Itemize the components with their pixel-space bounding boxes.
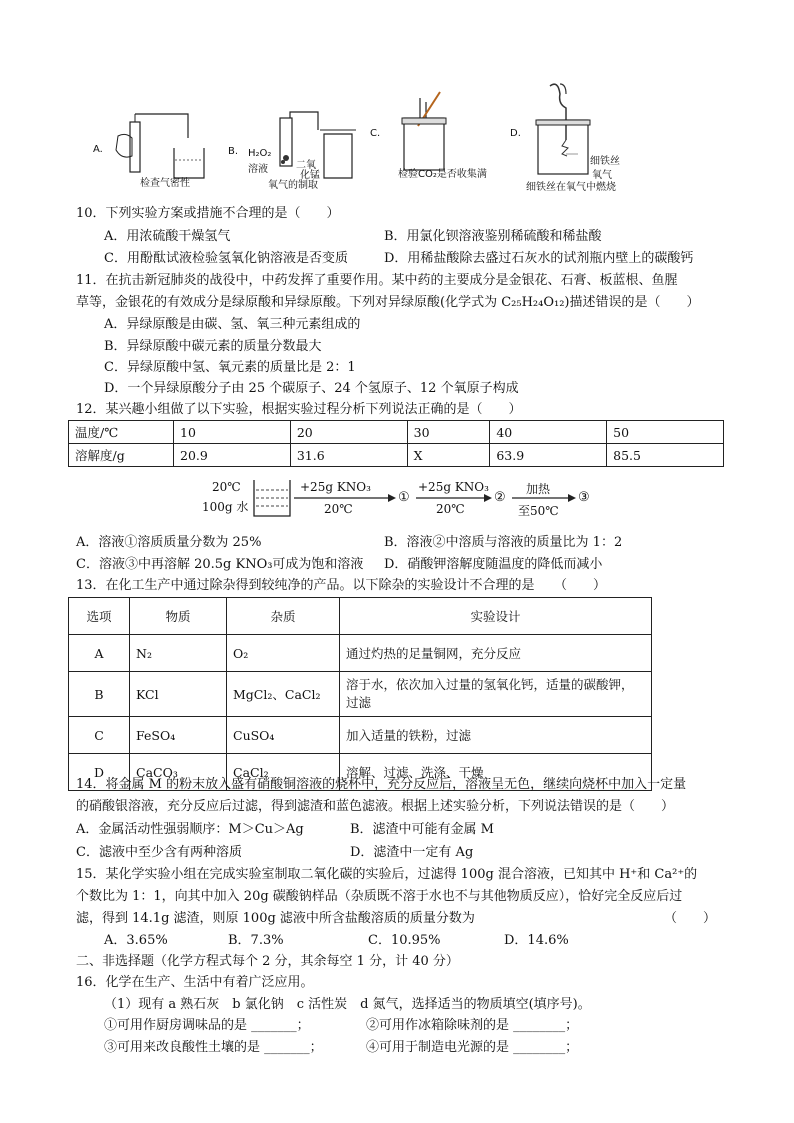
q16-blank-1[interactable]: ①可用作厨房调味品的是 _______； [104, 1018, 310, 1033]
figure-c-co2 [368, 88, 498, 188]
q14-option-b: B．滤渣中可能有金属 M [350, 822, 494, 837]
q15-stem-line3: 滤，得到 14.1g 滤渣，则原 100g 滤液中所含盐酸溶质的质量分数为 [76, 911, 475, 926]
figure-b-oxygen [228, 108, 358, 191]
q15-option-b: B．7.3% [228, 933, 284, 948]
q12-option-d: D．硝酸钾溶解度随温度的降低而减小 [384, 557, 603, 572]
q15-stem-line2: 个数比为 1：1，向其中加入 20g 碳酸钠样品（杂质既不溶于水也不与其他物质反应），恰好完全反应后过 [76, 889, 683, 904]
flow-start-water: 100g 水 [202, 500, 249, 514]
table-cell: 10 [174, 421, 291, 444]
q10-option-b: B．用氯化钡溶液鉴别稀硫酸和稀盐酸 [384, 229, 602, 244]
table-cell: 20 [290, 421, 407, 444]
figure-d-label: D. [510, 128, 521, 139]
table-cell: D [69, 754, 130, 791]
table-cell: 31.6 [290, 444, 407, 467]
q10-option-c: C．用酚酞试液检验氢氧化钠溶液是否变质 [104, 251, 348, 266]
table-cell: CuSO₄ [227, 717, 340, 754]
table-cell: 温度/℃ [69, 421, 174, 444]
q16-blank-4[interactable]: ④可用于制造电光源的是 ________； [366, 1040, 579, 1055]
q12-flow-diagram [200, 476, 600, 522]
table-row [69, 598, 652, 635]
table-cell: C [69, 717, 130, 754]
table-header-cell: 选项 [69, 598, 130, 635]
table-cell: FeSO₄ [130, 717, 227, 754]
table-cell: A [69, 635, 130, 672]
flow-solution-2: ② [494, 490, 506, 505]
table-cell: 40 [490, 421, 607, 444]
q11-option-c: C．异绿原酸中氢、氧元素的质量比是 2：1 [104, 360, 356, 375]
flow-solution-1: ① [398, 490, 410, 505]
q13-stem: 13．在化工生产中通过除杂得到较纯净的产品。以下除杂的实验设计不合理的是 （ ） [76, 578, 607, 593]
table-row [69, 717, 652, 754]
figure-b-mno2-1: 二氧 [296, 160, 316, 171]
table-header-cell: 物质 [130, 598, 227, 635]
table-cell: 30 [407, 421, 490, 444]
table-header-cell: 杂质 [227, 598, 340, 635]
q12-solubility-table [68, 420, 724, 467]
q14-option-d: D．滤渣中一定有 Ag [350, 845, 474, 860]
q16-stem: 16．化学在生产、生活中有着广泛应用。 [76, 975, 314, 990]
flow-step1-bottom: 20℃ [324, 502, 353, 516]
flow-start-temp: 20℃ [212, 480, 241, 494]
q11-stem-line2: 草等，金银花的有效成分是绿原酸和异绿原酸。下列对异绿原酸(化学式为 C₂₅H₂₄O₁₂)描述错误的是（ ） [76, 295, 700, 310]
table-cell: CaCl₂ [227, 754, 340, 791]
table-row [69, 672, 652, 717]
figure-b-label: B. [228, 146, 239, 157]
table-cell: 通过灼热的足量铜网，充分反应 [340, 635, 652, 672]
table-cell: X [407, 444, 490, 467]
table-row [69, 421, 724, 444]
figure-d-oxygen: 氧气 [592, 170, 612, 181]
table-cell: MgCl₂、CaCl₂ [227, 672, 340, 717]
flow-step3-top: 加热 [526, 482, 551, 496]
flow-step3-bottom: 至50℃ [518, 504, 559, 518]
table-cell: KCl [130, 672, 227, 717]
table-cell: 50 [607, 421, 724, 444]
section-2-heading: 二、非选择题（化学方程式每个 2 分，其余每空 1 分，计 40 分） [76, 954, 459, 969]
flow-step2-bottom: 20℃ [436, 502, 465, 516]
q11-stem-line1: 11．在抗击新冠肺炎的战役中，中药发挥了重要作用。某中药的主要成分是金银花、石膏、板蓝根、鱼腥 [76, 273, 678, 288]
q14-stem-line2: 的硝酸银溶液，充分反应后过滤，得到滤渣和蓝色滤液。根据上述实验分析，下列说法错误的是（ ） [76, 799, 675, 814]
figure-a-airtightness [88, 108, 208, 188]
table-row [69, 635, 652, 672]
q16-sub1: （1）现有 a 熟石灰 b 氯化钠 c 活性炭 d 氮气，选择适当的物质填空(填序号)。 [104, 997, 591, 1012]
q10-option-d: D．用稀盐酸除去盛过石灰水的试剂瓶内壁上的碳酸钙 [384, 251, 694, 266]
figure-d-wire: 细铁丝 [590, 156, 620, 167]
figure-d-drawing [508, 80, 658, 192]
table-cell: 20.9 [174, 444, 291, 467]
q16-blank-3[interactable]: ③可用来改良酸性土壤的是 _______； [104, 1040, 323, 1055]
flow-solution-3: ③ [578, 490, 590, 505]
table-cell: 85.5 [607, 444, 724, 467]
q10-option-a: A．用浓硫酸干燥氢气 [104, 229, 231, 244]
figure-b-solution: 溶液 [248, 164, 268, 175]
q14-option-a: A．金属活动性强弱顺序：M＞Cu＞Ag [76, 822, 304, 837]
q15-stem-line1: 15．某化学实验小组在完成实验室制取二氧化碳的实验后，过滤得 100g 混合溶液，已知其中 H⁺和 Ca²⁺的 [76, 867, 698, 882]
q12-option-b: B．溶液②中溶质与溶液的质量比为 1：2 [384, 535, 623, 550]
q12-option-c: C．溶液③中再溶解 20.5g KNO₃可成为饱和溶液 [76, 557, 364, 572]
q15-option-c: C．10.95% [368, 933, 441, 948]
q14-stem-line1: 14．将金属 M 的粉末放入盛有硝酸铜溶液的烧杯中，充分反应后，溶液呈无色，继续向烧杯中加入一定量 [76, 777, 687, 792]
q12-stem: 12．某兴趣小组做了以下实验，根据实验过程分析下列说法正确的是（ ） [76, 402, 522, 417]
q12-option-a: A．溶液①溶质质量分数为 25% [76, 535, 262, 550]
q11-option-d: D．一个异绿原酸分子由 25 个碳原子、24 个氢原子、12 个氧原子构成 [104, 381, 519, 396]
figure-d-caption: 细铁丝在氧气中燃烧 [526, 182, 616, 193]
table-cell: CaCO₃ [130, 754, 227, 791]
q11-option-b: B．异绿原酸中碳元素的质量分数最大 [104, 339, 322, 354]
table-cell: O₂ [227, 635, 340, 672]
table-cell: 加入适量的铁粉，过滤 [340, 717, 652, 754]
flow-step1-top: +25g KNO₃ [300, 480, 371, 494]
figure-d-iron-wire [508, 80, 658, 192]
table-cell: 63.9 [490, 444, 607, 467]
q13-impurity-table [68, 597, 652, 791]
table-cell: 溶于水，依次加入过量的氢氧化钙，适量的碳酸钾，过滤 [340, 672, 652, 717]
table-header-cell: 实验设计 [340, 598, 652, 635]
figure-b-caption: 氧气的制取 [268, 180, 318, 191]
table-row [69, 444, 724, 467]
figure-b-mno2-2: 化锰 [300, 170, 320, 181]
q15-answer-paren: （ ） [664, 911, 717, 926]
figure-c-label: C. [370, 128, 381, 139]
figure-b-h2o2: H₂O₂ [248, 148, 272, 159]
q15-option-a: A．3.65% [104, 933, 168, 948]
q16-blank-2[interactable]: ②可用作冰箱除味剂的是 ________； [366, 1018, 579, 1033]
figure-a-label: A. [93, 144, 103, 155]
table-cell: 溶解、过滤、洗涤、干燥 [340, 754, 652, 791]
table-cell: 溶解度/g [69, 444, 174, 467]
q11-option-a: A．异绿原酸是由碳、氢、氧三种元素组成的 [104, 317, 361, 332]
q15-option-d: D．14.6% [504, 933, 569, 948]
figure-a-caption: 检查气密性 [140, 178, 190, 189]
table-cell: N₂ [130, 635, 227, 672]
table-cell: B [69, 672, 130, 717]
q10-stem: 10．下列实验方案或措施不合理的是（ ） [76, 206, 340, 221]
flow-step2-top: +25g KNO₃ [418, 480, 489, 494]
figure-c-caption: 检验CO₂是否收集满 [398, 169, 487, 180]
q14-option-c: C．滤液中至少含有两种溶质 [76, 845, 242, 860]
